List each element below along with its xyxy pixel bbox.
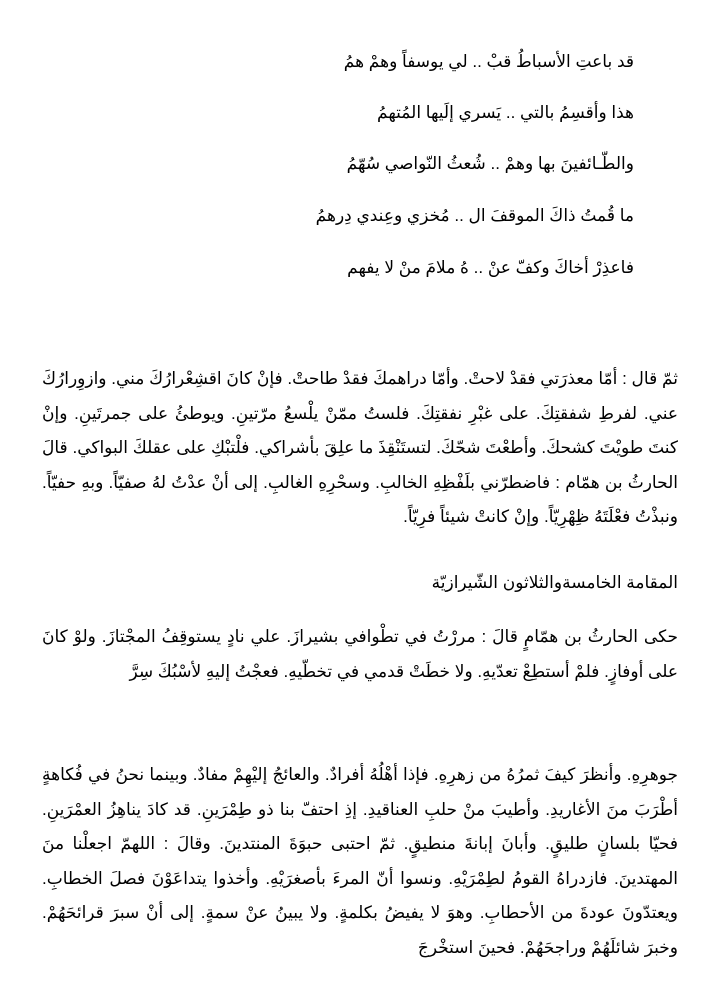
verse-line-1: قد باعتِ الأسباطُ قبْ .. لي يوسفاً وهمْ همُ [343, 52, 634, 71]
paragraph-1: ثمّ قال : أمّا معذرَتي فقدْ لاحتْ. وأمّا دراهمكَ فقدْ طاحتْ. فإنْ كانَ اقشِعْرارُكَ مني. وازوِرارُكَ عني. لفرطِ شفقتِكَ. على غبْرِ نفقتِكَ. فلستُ ممّنْ يلْسعُ مرّتينِ. ويوطئُ على جمرتَينِ. وإنْ كنتَ طويْتَ كشحكَ. وأطعْتَ شحّكَ. لتستَنْقِذَ ما علِقَ بأشراكي. فلْتبْكِ على عقلكَ البواكي. قالَ الحارثُ بن همّام : فاضطرّني بلَفْظِهِ الخالبِ. وسحْرِهِ الغالبِ. إلى أنْ عدْتُ لهُ صفيّاً. وبهِ حفيّاً. ونبذْتُ فعْلَتَهُ ظِهْرِيّاً. وإنْ كانتْ شيئاً فرِيّاً. [42, 369, 678, 527]
verse-line-4: ما قُمتُ ذاكَ الموقفَ ال .. مُخزي وعِندي دِرهمُ [315, 206, 634, 225]
verse-line-3: والطّـائفينَ بها وهمْ .. شُعثُ النّواصي سُهّمُ [346, 154, 634, 173]
paragraph-3: جوهرِهِ. وأنظرَ كيفَ ثمرُهُ من زهرِهِ. فإذا أهْلُهُ أفرادٌ. والعائجُ إليْهِمْ مفادٌ. وبينما نحنُ في فُكاهةٍ أطْرَبَ منَ الأغاريدِ. وأطيبَ منْ حلبِ العناقيدِ. إذِ احتفّ بنا ذو طِمْرَينِ. قد كادَ يناهِزُ العمْرَينِ. فحيّا بلسانٍ طليقٍ. وأبانَ إبانةَ منطيقٍ. ثمّ احتبى حبوَةَ المنتدينَ. وقالَ : اللهمّ اجعلْنا منَ المهتدينَ. فازدراهُ القومُ لطِمْرَيْهِ. ونسوا أنّ المرءَ بأصغرَيْهِ. وأخذوا يتداعَوْنَ فصلَ الخطابِ. ويعتدّونَ عودةَ من الأحطابِ. وهوَ لا يفيضُ بكلمةٍ. ولا يبينُ عنْ سمةٍ. إلى أنْ سبرَ قرائحَهُمْ. وخبرَ شائلَهُمْ وراجحَهُمْ. فحينَ استخْرجَ [42, 765, 678, 957]
section-title: المقامة الخامسةوالثلاثون الشّيرازيّة [431, 573, 678, 592]
verse-line-2: هذا وأقسِمُ بالتي .. يَسري إلَيها المُتهمُ [377, 103, 634, 122]
paragraph-2: حكى الحارثُ بن همّامٍ قالَ : مررْتُ في تطْوافي بشيرازَ. علي نادٍ يستوقِفُ المجْتازَ. ولوْ كانَ على أوفازٍ. فلمْ أستطِعْ تعدّيهِ. ولا خطَتْ قدمي في تخطّيهِ. فعجْتُ إليهِ لأسْبُكَ سِرَّ [42, 627, 678, 681]
verse-line-5: فاعذِرْ أخاكَ وكفّ عنْ .. هُ ملامَ منْ لا يفهم [347, 258, 634, 277]
